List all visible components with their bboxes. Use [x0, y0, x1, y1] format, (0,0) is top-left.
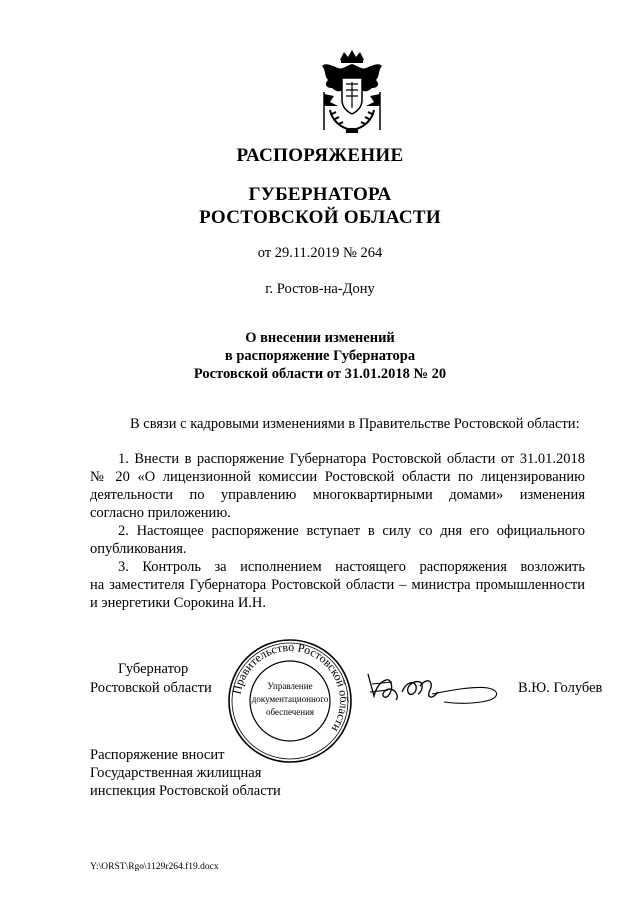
document-type-title: РАСПОРЯЖЕНИЕ — [236, 145, 404, 166]
list-item — [90, 450, 585, 522]
file-path-footer: Y:\ORST\Rgo\1129r264.f19.docx — [90, 862, 219, 872]
seal-inner-text: обеспечения — [265, 707, 315, 717]
issuer-title-line1: ГУБЕРНАТОРА — [248, 184, 392, 205]
seal-inner-text: документационного — [251, 694, 329, 704]
item-text-line: 2. Настоящее распоряжение вступает в силу со дня его официального — [118, 523, 585, 539]
submitted-by-line: Распоряжение вносит — [90, 747, 225, 763]
submitted-by-block — [90, 746, 281, 800]
seal-inner-text: Управление — [267, 681, 313, 691]
item-text-line: 1. Внести в распоряжение Губернатора Ростовской области от 31.01.2018 — [118, 451, 585, 467]
document-city: г. Ростов-на-Дону — [265, 281, 375, 297]
item-text-line: деятельности по управлению многоквартирными домами» изменения — [90, 487, 585, 503]
list-item — [90, 522, 585, 558]
subject-block — [0, 329, 640, 383]
signer-name: В.Ю. Голубев — [518, 680, 603, 696]
item-text-line: согласно приложению. — [90, 505, 231, 521]
signer-position-line2: Ростовской области — [90, 680, 212, 696]
item-text-line: № 20 «О лицензионной комиссии Ростовской области по лицензированию — [90, 469, 585, 485]
submitted-by-line: Государственная жилищная — [90, 765, 262, 781]
list-item — [90, 558, 585, 612]
subject-line: в распоряжение Губернатора — [224, 348, 416, 364]
coat-of-arms-icon — [318, 48, 386, 136]
handwritten-signature-icon — [362, 660, 504, 712]
seal-outer-text: Правительство Ростовской области — [229, 639, 352, 735]
item-text-line: и энергетики Сорокина И.Н. — [90, 595, 267, 611]
issuer-title-line2: РОСТОВСКОЙ ОБЛАСТИ — [199, 207, 441, 228]
subject-line: Ростовской области от 31.01.2018 № 20 — [193, 366, 447, 382]
item-text-line: опубликования. — [90, 541, 187, 557]
document-date-number: от 29.11.2019 № 264 — [257, 245, 383, 261]
preamble-text: В связи с кадровыми изменениями в Правительстве Ростовской области: — [130, 416, 580, 432]
signer-position-line1: Губернатор — [118, 661, 189, 677]
item-text-line: 3. Контроль за исполнением настоящего распоряжения возложить — [118, 559, 585, 575]
submitted-by-line: инспекция Ростовской области — [90, 783, 281, 799]
item-text-line: на заместителя Губернатора Ростовской области – министра промышленности — [90, 577, 585, 593]
subject-line: О внесении изменений — [245, 330, 395, 346]
